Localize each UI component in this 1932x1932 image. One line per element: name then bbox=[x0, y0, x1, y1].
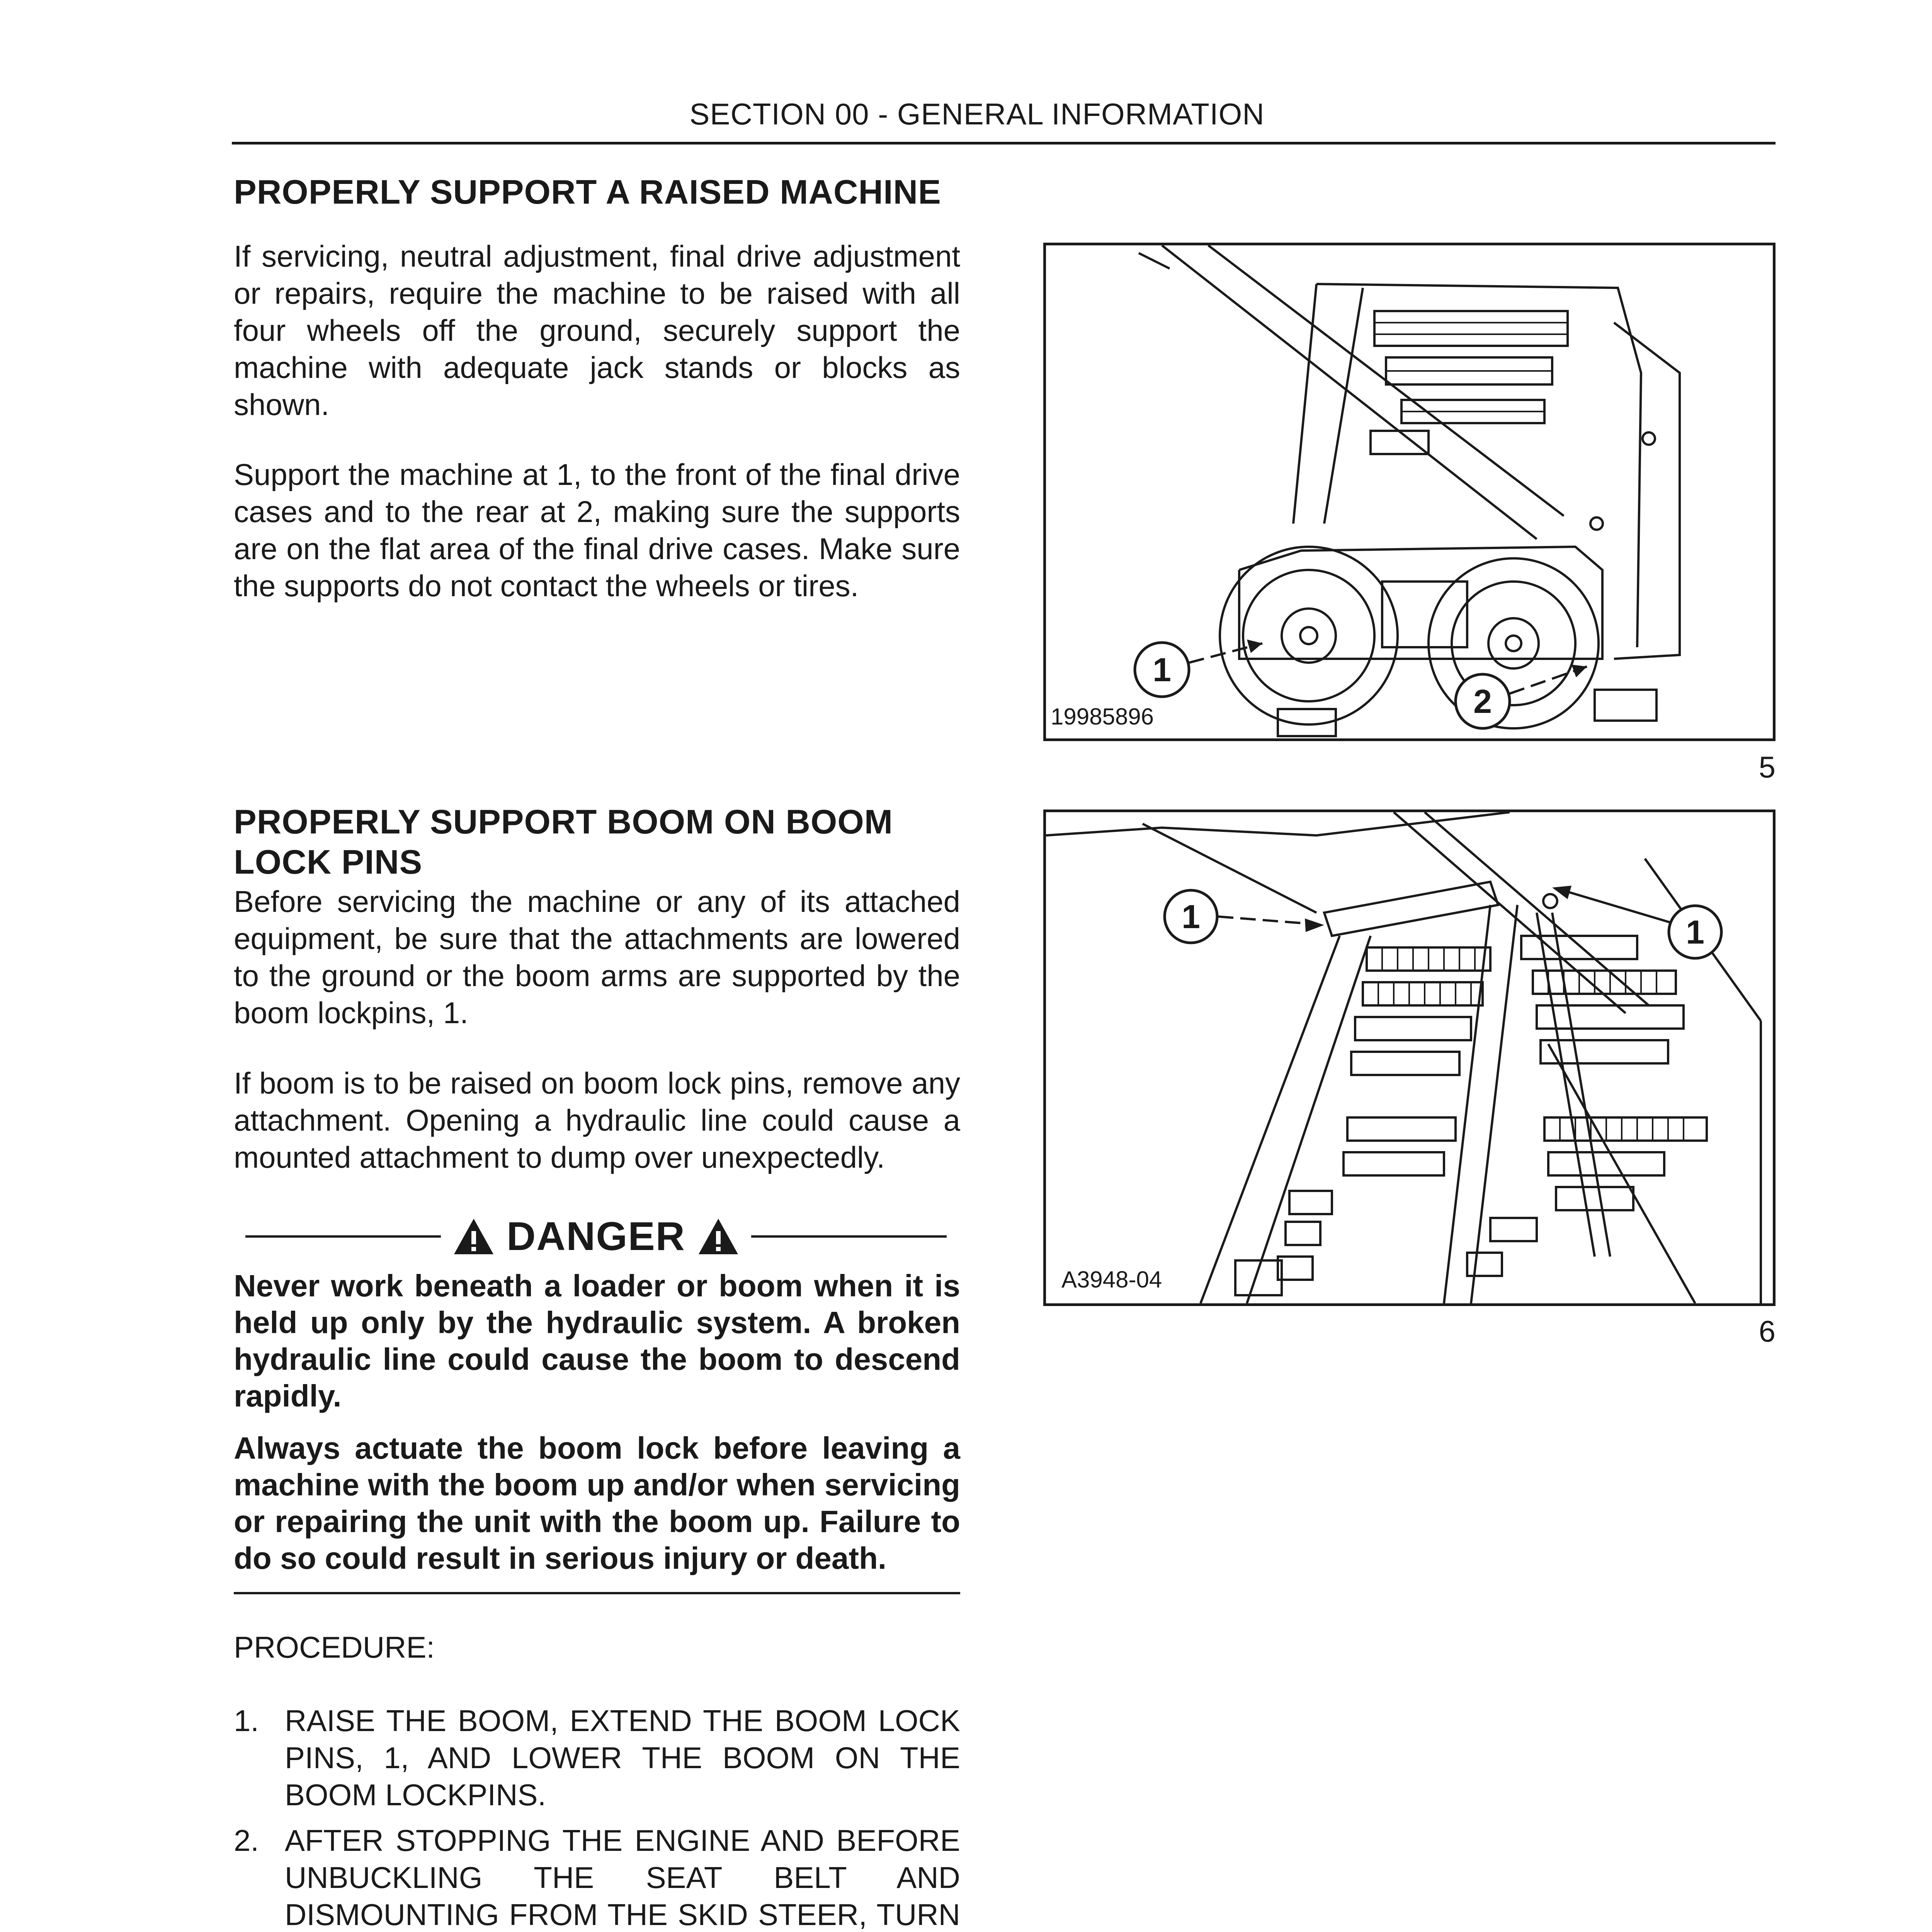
procedure-step bbox=[234, 1822, 960, 1932]
figure-6-boom-lock-pins bbox=[1043, 810, 1776, 1306]
danger-banner bbox=[234, 1209, 958, 1264]
section-header: SECTION 00 - GENERAL INFORMATION bbox=[689, 97, 1265, 131]
heading-support-boom bbox=[234, 802, 968, 882]
callout-1-right bbox=[1543, 886, 1721, 958]
figure-5-code: 19985896 bbox=[1051, 704, 1154, 730]
step-number: 1. bbox=[234, 1704, 259, 1738]
figure-6-code: A3948-04 bbox=[1061, 1267, 1162, 1293]
skid-steer-side-illustration bbox=[1046, 245, 1773, 738]
callout-1 bbox=[1135, 639, 1262, 697]
danger-line-left bbox=[245, 1235, 441, 1238]
svg-text:2: 2 bbox=[1473, 683, 1492, 720]
paragraph-support-points: Support the machine at 1, to the front of the final drive cases and to the rear at 2, making sure the supports are on the flat area of the final drive cases. Make sure the supports do not contact the wheels or tires. bbox=[234, 457, 960, 603]
callout-1-left bbox=[1165, 890, 1324, 943]
danger-label: DANGER bbox=[507, 1214, 685, 1259]
figure-6-number: 6 bbox=[1759, 1314, 1776, 1348]
step-text: AFTER STOPPING THE ENGINE AND BEFORE UNBUCKLING THE SEAT BELT AND DISMOUNTING FROM THE SKID STEER, TURN bbox=[285, 1823, 960, 1932]
procedure-step bbox=[234, 1702, 960, 1818]
svg-text:1: 1 bbox=[1182, 898, 1200, 935]
step-number: 2. bbox=[234, 1823, 259, 1857]
heading-support-boom-line2: LOCK PINS bbox=[234, 843, 423, 881]
step-text: RAISE THE BOOM, EXTEND THE BOOM LOCK PINS, 1, AND LOWER THE BOOM ON THE BOOM LOCKPINS. bbox=[285, 1704, 960, 1812]
warning-triangle-icon bbox=[452, 1217, 495, 1256]
boom-lock-pin-illustration bbox=[1046, 812, 1773, 1303]
paragraph-boom-lockpins: Before servicing the machine or any of its attached equipment, be sure that the attachments are lowered to the ground or the boom arms are supported by the boom lockpins, 1. bbox=[234, 884, 960, 1030]
danger-line-right bbox=[751, 1235, 947, 1238]
danger-text-hydraulic: Never work beneath a loader or boom when it is held up only by the hydraulic system. A broken hydraulic line could cause the boom to descend rapidly. bbox=[234, 1269, 960, 1413]
procedure-label: PROCEDURE: bbox=[234, 1630, 435, 1664]
heading-support-boom-line1: PROPERLY SUPPORT BOOM ON BOOM bbox=[234, 803, 893, 841]
danger-text-boom-lock: Always actuate the boom lock before leaving a machine with the boom up and/or when servicing or repairing the unit with the boom up. Failure to do so could result in serious injury or death. bbox=[234, 1431, 960, 1575]
header-divider bbox=[232, 142, 1776, 145]
warning-triangle-icon bbox=[697, 1217, 740, 1256]
svg-text:1: 1 bbox=[1686, 914, 1704, 951]
paragraph-raise-machine: If servicing, neutral adjustment, final drive adjustment or repairs, require the machine to be raised with all four wheels off the ground, securely support the machine with adequate jack stands or blocks as shown. bbox=[234, 239, 960, 422]
paragraph-remove-attachment: If boom is to be raised on boom lock pins, remove any attachment. Opening a hydraulic line could cause a mounted attachment to dump over unexpectedly. bbox=[234, 1066, 960, 1174]
figure-5-skid-steer-on-supports bbox=[1043, 243, 1776, 741]
figure-5-number: 5 bbox=[1759, 750, 1776, 784]
heading-support-raised-machine: PROPERLY SUPPORT A RAISED MACHINE bbox=[234, 173, 941, 211]
svg-text:1: 1 bbox=[1153, 651, 1171, 689]
danger-bottom-rule bbox=[234, 1592, 960, 1594]
